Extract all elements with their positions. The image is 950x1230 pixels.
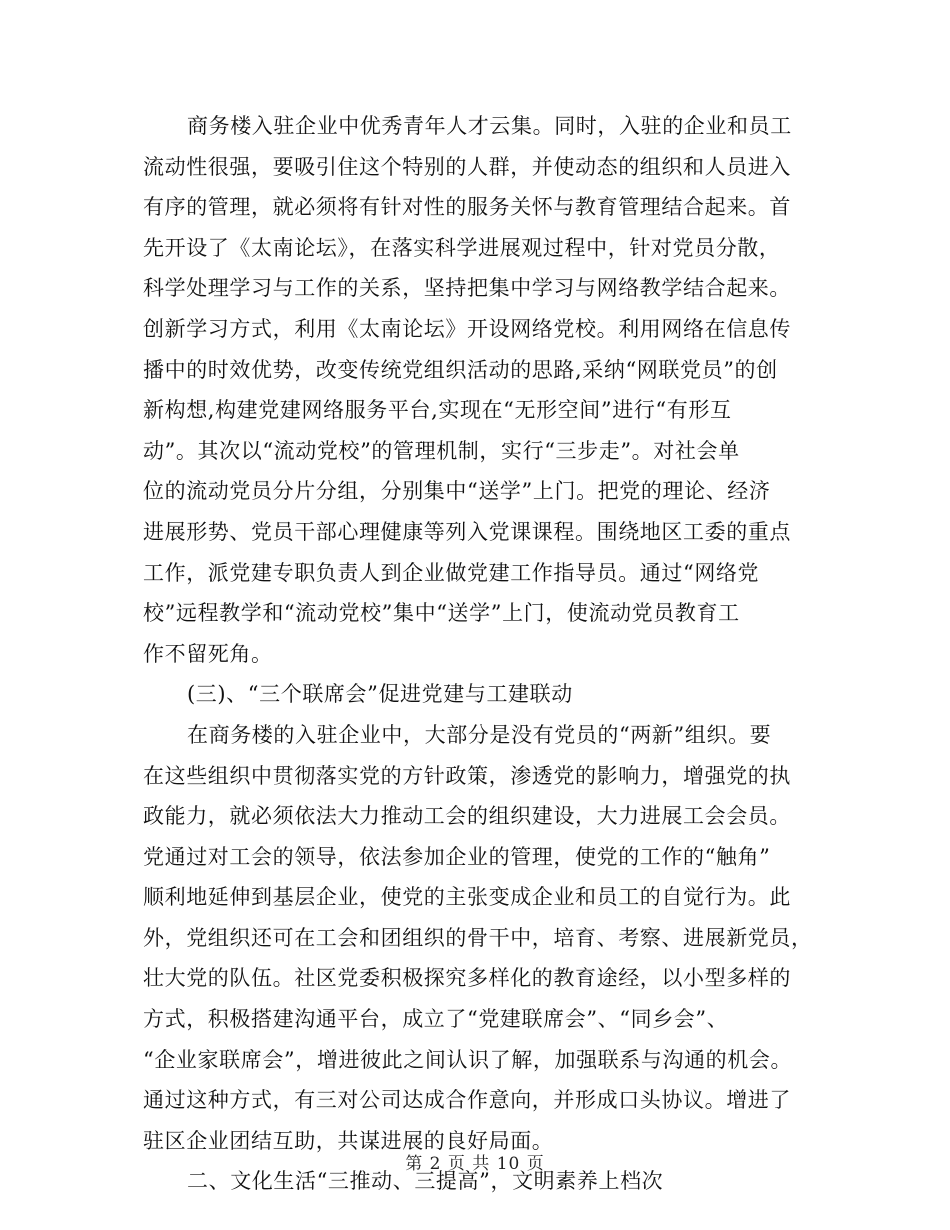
paragraph-line: 进展形势、党员干部心理健康等列入党课课程。围绕地区工委的重点 [143, 519, 791, 544]
paragraph-line: 科学处理学习与工作的关系，坚持把集中学习与网络教学结合起来。 [143, 276, 791, 301]
paragraph-line: 在商务楼的入驻企业中，大部分是没有党员的“两新”组织。要 [187, 722, 772, 747]
paragraph-line: 校”远程教学和“流动党校”集中“送学”上门，使流动党员教育工 [143, 601, 740, 626]
paragraph-line: 作不留死角。 [143, 641, 273, 666]
paragraph-line: 新构想,构建党建网络服务平台,实现在“无形空间”进行“有形互 [143, 398, 732, 423]
paragraph-line: 动”。其次以“流动党校”的管理机制，实行“三步走”。对社会单 [143, 438, 740, 463]
paragraph-line: 流动性很强，要吸引住这个特别的人群，并使动态的组织和人员进入 [143, 154, 791, 179]
paragraph-line: 通过这种方式，有三对公司达成合作意向，并形成口头协议。增进了 [143, 1088, 791, 1113]
paragraph-line: 在这些组织中贯彻落实党的方针政策，渗透党的影响力，增强党的执 [143, 763, 791, 788]
paragraph-line: 位的流动党员分片分组，分别集中“送学”上门。把党的理论、经济 [143, 479, 771, 504]
paragraph-line: 政能力，就必须依法大力推动工会的组织建设，大力进展工会会员。 [143, 804, 791, 829]
paragraph-line: 顺利地延伸到基层企业，使党的主张变成企业和员工的自觉行为。此 [143, 885, 791, 910]
section-heading: 二、文化生活“三推动、三提高”，文明素养上档次 [187, 1169, 664, 1194]
paragraph-line: “企业家联席会”，增进彼此之间认识了解，加强联系与沟通的机会。 [143, 1047, 793, 1072]
paragraph-line: 驻区企业团结互助，共谋进展的良好局面。 [143, 1128, 554, 1153]
paragraph-line: 先开设了《太南论坛》，在落实科学进展观过程中，针对党员分散， [143, 235, 781, 260]
paragraph-line: 方式，积极搭建沟通平台，成立了“党建联席会”、“同乡会”、 [143, 1007, 729, 1032]
paragraph-line: 商务楼入驻企业中优秀青年人才云集。同时，入驻的企业和员工 [187, 114, 792, 138]
paragraph-line: 创新学习方式，利用《太南论坛》开设网络党校。利用网络在信息传 [143, 316, 791, 341]
paragraph-line: 外，党组织还可在工会和团组织的骨干中，培育、考察、进展新党员， [143, 925, 813, 950]
section-heading: (三)、“三个联席会”促进党建与工建联动 [187, 682, 573, 707]
paragraph-line: 党通过对工会的领导，依法参加企业的管理，使党的工作的“触角” [143, 844, 771, 869]
document-body [143, 106, 813, 1202]
paragraph-line: 工作，派党建专职负责人到企业做党建工作指导员。通过“网络党 [143, 560, 760, 585]
page-number-footer: 第 2 页 共 10 页 [405, 1154, 545, 1174]
paragraph-line: 有序的管理，就必须将有针对性的服务关怀与教育管理结合起来。首 [143, 195, 791, 220]
paragraph-line: 播中的时效优势，改变传统党组织活动的思路,采纳“网联党员”的创 [143, 357, 778, 382]
paragraph-line: 壮大党的队伍。社区党委积极探究多样化的教育途经，以小型多样的 [143, 966, 791, 991]
